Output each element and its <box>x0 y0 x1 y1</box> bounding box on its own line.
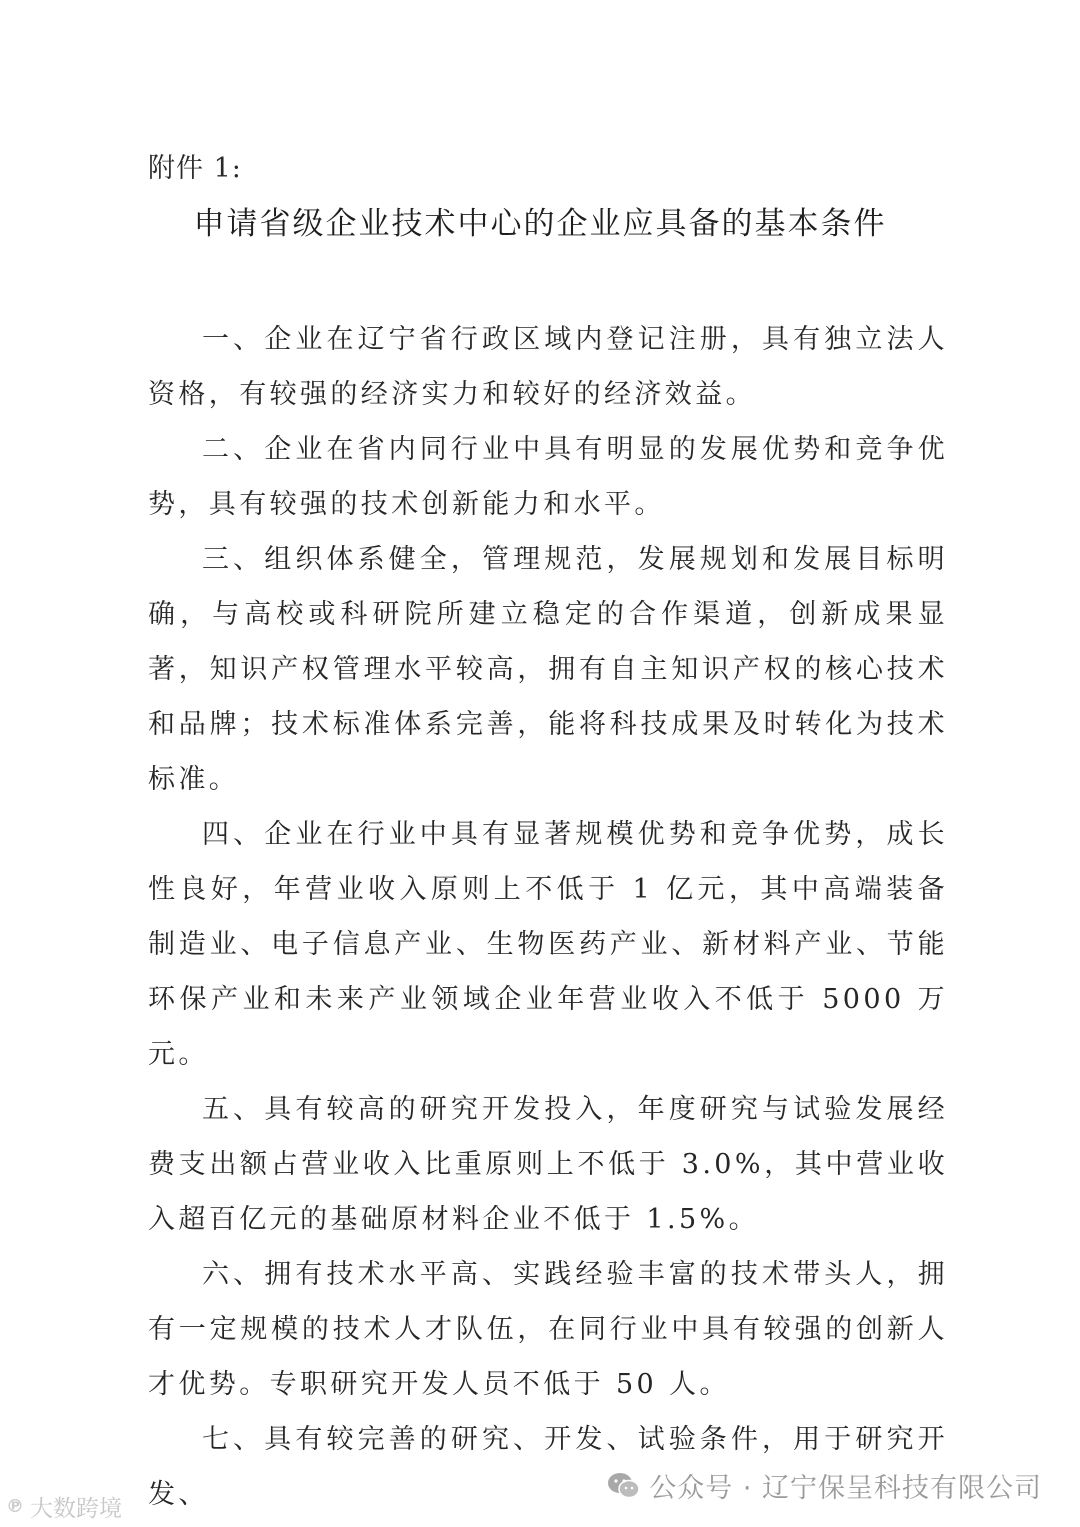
paragraph-2: 二、企业在省内同行业中具有明显的发展优势和竞争优势，具有较强的技术创新能力和水平。 <box>148 434 948 520</box>
paragraph-6: 六、拥有技术水平高、实践经验丰富的技术带头人，拥有一定规模的技术人才队伍，在同行业中具有较强的创新人才优势。专职研究开发人员不低于 50 人。 <box>148 1259 948 1400</box>
document-body <box>148 312 948 1522</box>
wechat-account-name: 公众号 · 辽宁保呈科技有限公司 <box>649 1473 1042 1504</box>
paragraph-1: 一、企业在辽宁省行政区域内登记注册，具有独立法人资格，有较强的经济实力和较好的经济效益。 <box>148 324 948 410</box>
paragraph-4: 四、企业在行业中具有显著规模优势和竞争优势，成长性良好，年营业收入原则上不低于 1 亿元，其中高端装备制造业、电子信息产业、生物医药产业、新材料产业、节能环保产业和未来产业领域企业年营业收入不低于 5000 万元。 <box>148 819 948 1070</box>
wechat-icon <box>607 1471 641 1501</box>
watermark-text: 大数跨境 <box>30 1496 122 1522</box>
document-title: 申请省级企业技术中心的企业应具备的基本条件 <box>193 206 887 242</box>
attachment-label: 附件 1: <box>148 153 242 184</box>
wechat-account-tag <box>607 1466 1042 1505</box>
watermark-logo-icon: ℗ <box>6 1496 24 1517</box>
paragraph-7: 七、具有较完善的研究、开发、试验条件，用于研究开发、 <box>148 1424 948 1510</box>
paragraph-5: 五、具有较高的研究开发投入，年度研究与试验发展经费支出额占营业收入比重原则上不低于 3.0%，其中营业收入超百亿元的基础原材料企业不低于 1.5%。 <box>148 1094 948 1235</box>
paragraph-3: 三、组织体系健全，管理规范，发展规划和发展目标明确，与高校或科研院所建立稳定的合作渠道，创新成果显著，知识产权管理水平较高，拥有自主知识产权的核心技术和品牌；技术标准体系完善，能将科技成果及时转化为技术标准。 <box>148 544 948 795</box>
corner-watermark <box>6 1490 122 1523</box>
